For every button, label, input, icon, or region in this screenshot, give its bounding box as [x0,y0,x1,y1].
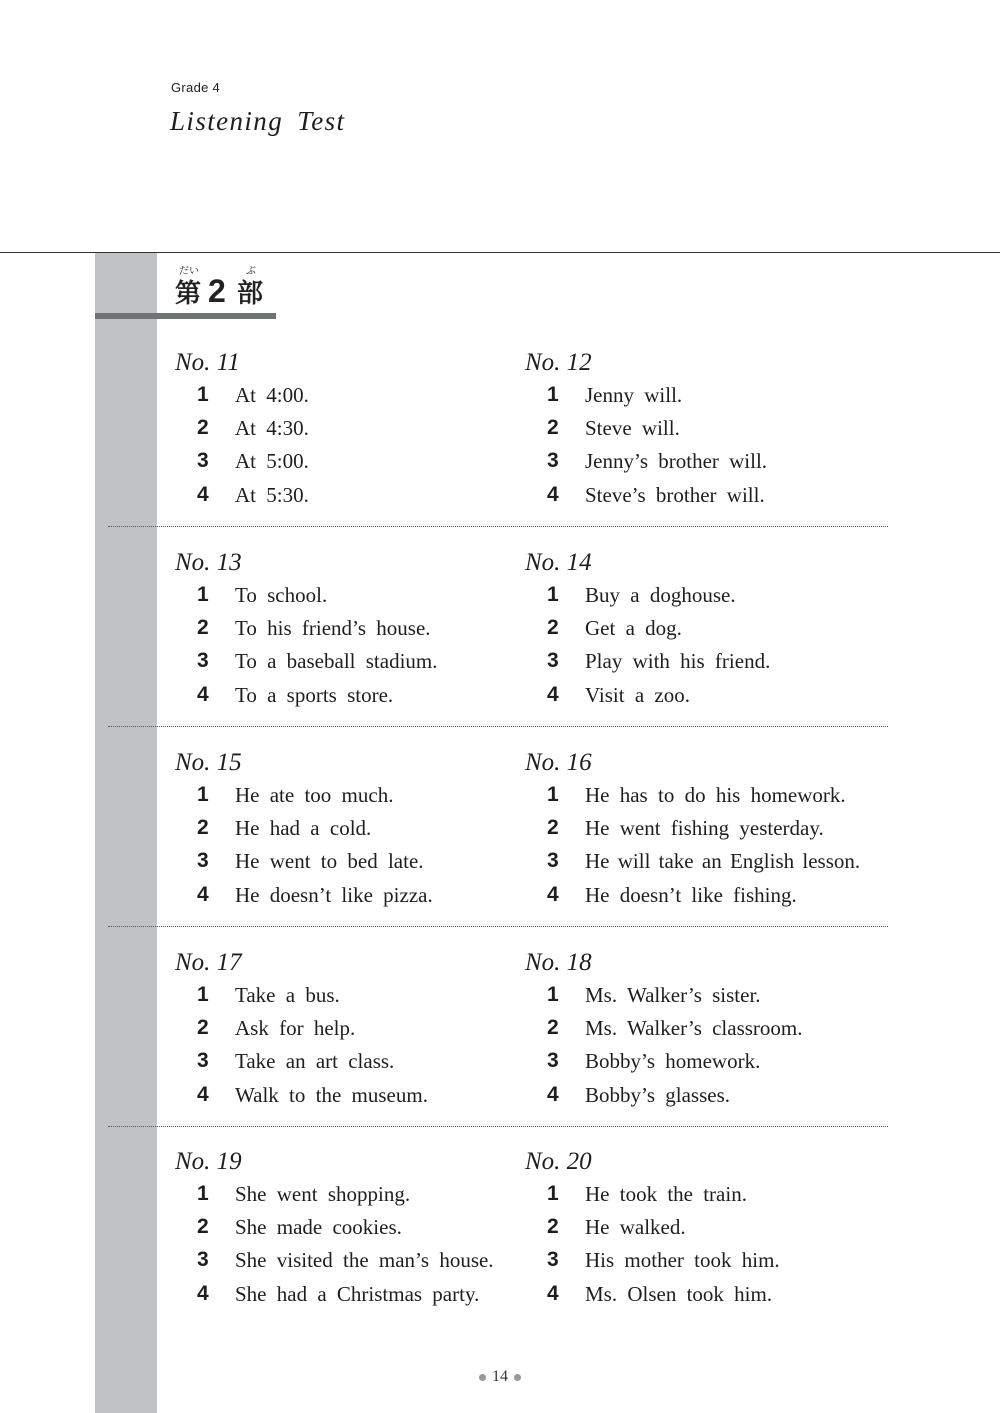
choice-number: 1 [197,783,209,806]
choice-number: 2 [547,1215,559,1238]
question-label: No. 15 [175,749,242,776]
row-divider [108,1126,888,1127]
question-label: No. 11 [175,349,240,376]
choice-number: 1 [547,1182,559,1205]
section-ruby-dai: だい [179,266,199,277]
choice-text: She had a Christmas party. [235,1282,480,1306]
choice-text: He walked. [585,1215,686,1239]
choice-text: Jenny will. [585,383,683,407]
question-label: No. 12 [525,349,592,376]
choice-number: 4 [547,483,559,506]
question-label: No. 18 [525,949,592,976]
choice-number: 3 [547,1049,559,1072]
choice-number: 3 [197,449,209,472]
choice-text: To a sports store. [235,683,394,707]
choice-text: Buy a doghouse. [585,583,736,607]
page-number: 14 [492,1368,508,1385]
choice-text: He ate too much. [235,783,394,807]
choice-number: 4 [197,883,209,906]
section-number: 2 [208,273,226,309]
choice-number: 3 [197,1049,209,1072]
choice-text: Take a bus. [235,983,340,1007]
choice-text: Ms. Walker’s sister. [585,983,761,1007]
row-divider [108,526,888,527]
choice-text: Ask for help. [235,1016,356,1040]
choice-number: 1 [547,383,559,406]
choice-text: His mother took him. [585,1248,780,1272]
choice-text: Take an art class. [235,1049,395,1073]
bullet-dot-icon [514,1374,521,1381]
choice-text: He doesn’t like pizza. [235,883,433,907]
choice-number: 4 [547,1083,559,1106]
choice-text: To a baseball stadium. [235,649,438,673]
choice-number: 2 [547,1016,559,1039]
choice-number: 2 [197,416,209,439]
choice-number: 1 [547,583,559,606]
question-label: No. 16 [525,749,592,776]
choice-number: 4 [197,683,209,706]
choice-number: 2 [547,816,559,839]
question-label: No. 14 [525,549,592,576]
choice-number: 2 [197,1215,209,1238]
section-kanji-dai: 第 [175,279,202,309]
choice-text: He will take an English lesson. [585,849,861,873]
choice-text: To his friend’s house. [235,616,431,640]
choice-text: She went shopping. [235,1182,411,1206]
choice-text: He went to bed late. [235,849,424,873]
choice-text: Bobby’s glasses. [585,1083,731,1107]
choice-number: 2 [197,1016,209,1039]
question-label: No. 19 [175,1148,242,1175]
choice-text: At 5:00. [235,449,309,473]
choice-text: Steve will. [585,416,680,440]
choice-text: Jenny’s brother will. [585,449,768,473]
choice-number: 4 [547,683,559,706]
choice-text: Visit a zoo. [585,683,690,707]
choice-number: 3 [547,849,559,872]
choice-text: He had a cold. [235,816,372,840]
choice-number: 2 [547,416,559,439]
choice-number: 1 [547,983,559,1006]
choice-number: 1 [197,583,209,606]
choice-number: 3 [197,849,209,872]
choice-number: 3 [547,1248,559,1271]
choice-number: 3 [197,1248,209,1271]
section-ruby-bu: ぶ [246,266,256,277]
choice-text: Get a dog. [585,616,682,640]
side-bar [95,253,157,1413]
choice-text: At 4:30. [235,416,309,440]
choice-text: Bobby’s homework. [585,1049,761,1073]
choice-text: He has to do his homework. [585,783,846,807]
choice-text: He took the train. [585,1182,747,1206]
choice-text: He went fishing yesterday. [585,816,824,840]
choice-number: 1 [197,383,209,406]
row-divider [108,926,888,927]
choice-text: Steve’s brother will. [585,483,765,507]
choice-number: 4 [197,1282,209,1305]
choice-text: Walk to the museum. [235,1083,428,1107]
choice-text: Ms. Olsen took him. [585,1282,773,1306]
page-footer [0,1368,1000,1386]
choice-number: 1 [197,1182,209,1205]
choice-number: 3 [197,649,209,672]
choice-text: She made cookies. [235,1215,402,1239]
choice-text: At 5:30. [235,483,309,507]
choice-text: At 4:00. [235,383,309,407]
choice-text: She visited the man’s house. [235,1248,494,1272]
choice-number: 4 [547,1282,559,1305]
choice-text: Play with his friend. [585,649,771,673]
question-label: No. 13 [175,549,242,576]
choice-number: 2 [197,816,209,839]
choice-number: 4 [197,483,209,506]
grade-label: Grade 4 [171,80,221,95]
bullet-dot-icon [479,1374,486,1381]
choice-number: 4 [197,1083,209,1106]
question-label: No. 17 [175,949,242,976]
choice-number: 1 [197,983,209,1006]
row-divider [108,726,888,727]
choice-number: 3 [547,649,559,672]
choice-text: To school. [235,583,328,607]
choice-text: He doesn’t like fishing. [585,883,797,907]
page-title: Listening Test [170,106,346,136]
choice-number: 4 [547,883,559,906]
choice-text: Ms. Walker’s classroom. [585,1016,803,1040]
choice-number: 3 [547,449,559,472]
choice-number: 2 [547,616,559,639]
choice-number: 2 [197,616,209,639]
question-label: No. 20 [525,1148,592,1175]
section-underline [95,313,276,319]
section-kanji-bu: 部 [237,279,264,309]
choice-number: 1 [547,783,559,806]
